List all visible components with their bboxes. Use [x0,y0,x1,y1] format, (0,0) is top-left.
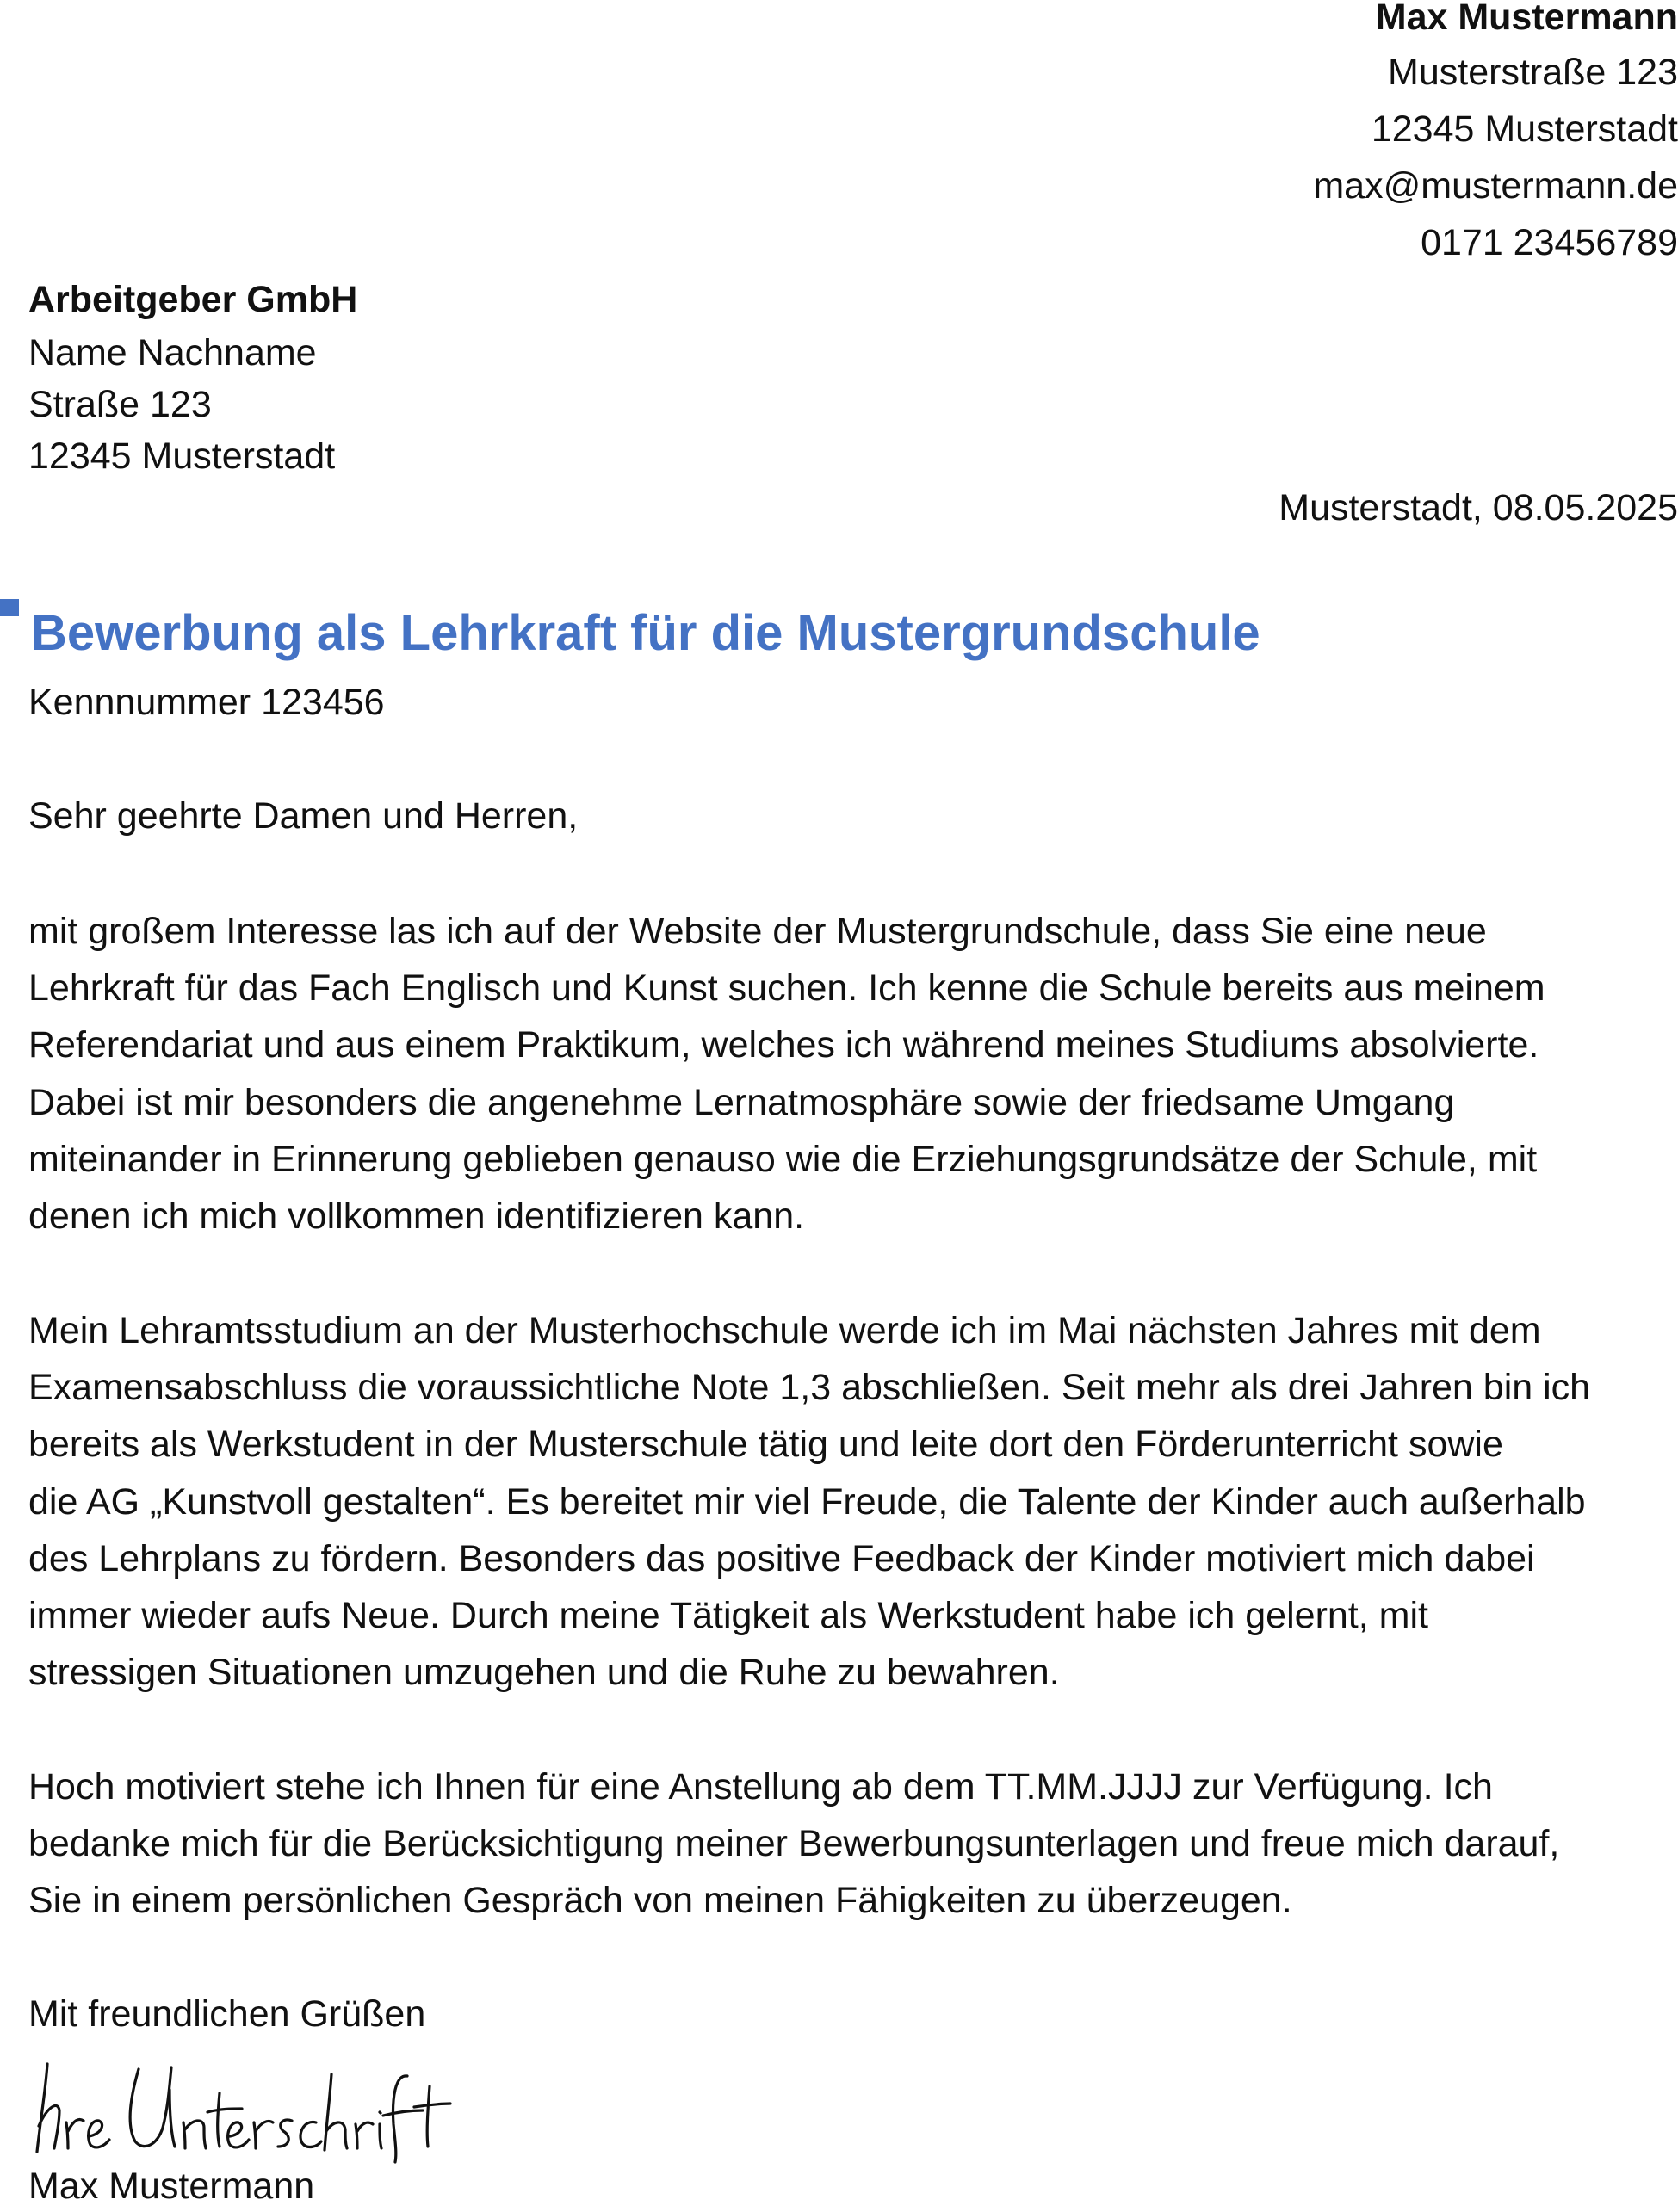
recipient-city: 12345 Musterstadt [28,436,336,477]
paragraph-line: Sie in einem persönlichen Gespräch von meinen Fähigkeiten zu überzeugen. [28,1880,1292,1922]
paragraph-line: Examensabschluss die voraussichtliche Note 1,3 abschließen. Seit mehr als drei Jahren bin ich [28,1367,1591,1409]
subject-title: Bewerbung als Lehrkraft für die Mustergrundschule [31,605,1260,661]
sender-street: Musterstraße 123 [1388,52,1678,93]
salutation: Sehr geehrte Damen und Herren, [28,795,579,837]
paragraph-line: bedanke mich für die Berücksichtigung meiner Bewerbungsunterlagen und freue mich darauf, [28,1823,1560,1865]
paragraph-line: Hoch motiviert stehe ich Ihnen für eine Anstellung ab dem TT.MM.JJJJ zur Verfügung. Ich [28,1766,1493,1807]
paragraph-line: Mein Lehramtsstudium an der Musterhochschule werde ich im Mai nächsten Jahres mit dem [28,1310,1541,1351]
signer-name: Max Mustermann [28,2166,315,2207]
paragraph-line: die AG „Kunstvoll gestalten“. Es bereitet mir viel Freude, die Talente der Kinder auch außerhalb [28,1480,1586,1523]
recipient-contact: Name Nachname [28,332,317,374]
paragraph-line: bereits als Werkstudent in der Musterschule tätig und leite dort den Förderunterricht sowie [28,1424,1503,1466]
place-date: Musterstadt, 08.05.2025 [1279,487,1678,528]
heading-marker [0,599,19,616]
body-paragraph-3 [28,1758,1678,1930]
paragraph-line: denen ich mich vollkommen identifizieren kann. [28,1196,805,1238]
paragraph-line: Dabei ist mir besonders die angenehme Lernatmosphäre sowie der friedsame Umgang [28,1081,1455,1123]
sender-email: max@mustermann.de [1313,165,1678,207]
paragraph-line: stressigen Situationen umzugehen und die Ruhe zu bewahren. [28,1652,1060,1694]
paragraph-line: mit großem Interesse las ich auf der Website der Mustergrundschule, dass Sie eine neue [28,911,1487,952]
sender-phone: 0171 23456789 [1421,222,1678,263]
body-paragraph-1 [28,903,1678,1245]
sender-city: 12345 Musterstadt [1371,108,1678,150]
recipient-company: Arbeitgeber GmbH [28,279,358,320]
body-paragraph-2 [28,1302,1678,1701]
paragraph-line: des Lehrplans zu fördern. Besonders das positive Feedback der Kinder motiviert mich dabei [28,1537,1535,1579]
paragraph-line: Lehrkraft für das Fach Englisch und Kunst suchen. Ich kenne die Schule bereits aus meinem [28,967,1545,1010]
paragraph-line: Referendariat und aus einem Praktikum, welches ich während meines Studiums absolvierte. [28,1024,1539,1066]
paragraph-line: miteinander in Erinnerung geblieben genauso wie die Erziehungsgrundsätze der Schule, mit [28,1138,1538,1180]
sender-name: Max Mustermann [1375,0,1678,38]
paragraph-line: immer wieder aufs Neue. Durch meine Tätigkeit als Werkstudent habe ich gelernt, mit [28,1595,1428,1637]
handwritten-signature [28,2055,459,2167]
subject-reference: Kennnummer 123456 [28,682,385,723]
recipient-street: Straße 123 [28,384,212,425]
closing: Mit freundlichen Grüßen [28,1993,426,2035]
